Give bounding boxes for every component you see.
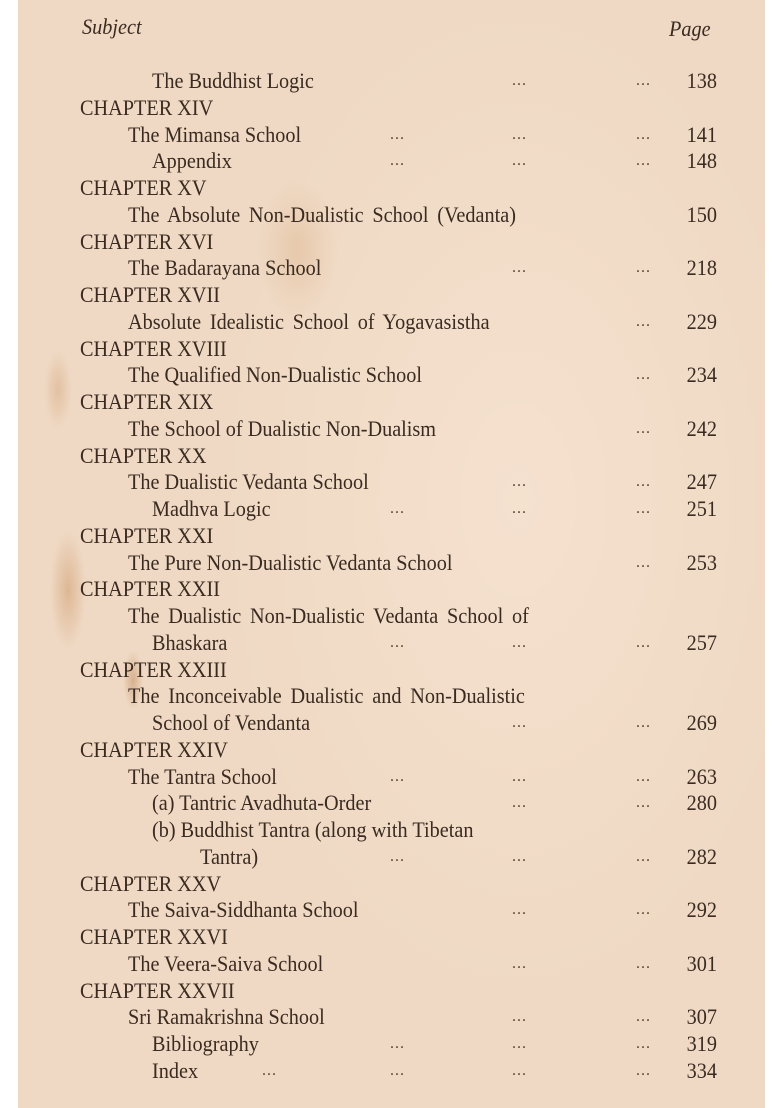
entry-title: The Inconceivable Dualistic and Non-Dualistic [128,683,525,708]
toc-chapter-heading [0,282,780,309]
leader-dots: ... [512,955,527,972]
page-number: 148 [686,148,717,173]
page-number: 280 [686,790,717,815]
leader-dots: ... [636,794,651,811]
toc-entry [0,362,780,389]
entry-title: Sri Ramakrishna School [128,1004,325,1029]
leader-dots: ... [636,420,651,437]
entry-title: Bhaskara [152,630,228,655]
toc-entry [0,603,780,630]
chapter-label: CHAPTER XVII [80,282,220,307]
chapter-label: CHAPTER XVIII [80,336,227,361]
entry-title: The Saiva-Siddhanta School [128,897,359,922]
page-number: 257 [686,630,717,655]
entry-title: Tantra) [200,844,259,869]
chapter-label: CHAPTER XXIII [80,657,227,682]
toc-entry [0,202,780,229]
toc-entry [0,630,780,657]
page-number: 301 [686,951,717,976]
page-number: 253 [686,550,717,575]
entry-title: (a) Tantric Avadhuta-Order [152,790,372,815]
page-number: 307 [686,1004,717,1029]
toc-entry [0,817,780,844]
leader-dots: ... [512,848,527,865]
page-number: 251 [686,496,717,521]
leader-dots: ... [512,714,527,731]
toc-entry [0,122,780,149]
leader-dots: ... [512,634,527,651]
leader-dots: ... [636,1035,651,1052]
toc-entry [0,790,780,817]
leader-dots: ... [512,72,527,89]
entry-title: The Dualistic Non-Dualistic Vedanta School of [128,603,529,628]
toc-chapter-heading [0,924,780,951]
leader-dots: ... [636,72,651,89]
toc-chapter-heading [0,657,780,684]
leader-dots: ... [390,1062,405,1079]
entry-title: The Qualified Non-Dualistic School [128,362,422,387]
page-number: 242 [686,416,717,441]
entry-title: (b) Buddhist Tantra (along with Tibetan [152,817,474,842]
toc-entry [0,1031,780,1058]
leader-dots: ... [512,152,527,169]
chapter-label: CHAPTER XXII [80,576,220,601]
toc-chapter-heading [0,95,780,122]
leader-dots: ... [390,126,405,143]
chapter-label: CHAPTER XVI [80,229,214,254]
leader-dots: ... [512,126,527,143]
page-number: 263 [686,764,717,789]
chapter-label: CHAPTER XIX [80,389,214,414]
leader-dots: ... [390,1035,405,1052]
entry-title: The Badarayana School [128,255,322,280]
leader-dots: ... [512,473,527,490]
leader-dots: ... [512,794,527,811]
subject-column-header: Subject [82,14,142,39]
toc-entry [0,683,780,710]
toc-chapter-heading [0,737,780,764]
page-number: 292 [686,897,717,922]
toc-entry [0,496,780,523]
leader-dots: ... [390,500,405,517]
leader-dots: ... [636,901,651,918]
toc-chapter-heading [0,978,780,1005]
toc-entry [0,1058,780,1085]
toc-chapter-heading [0,576,780,603]
page-number: 141 [686,122,717,147]
entry-title: The Absolute Non-Dualistic School (Vedanta) [128,202,516,227]
entry-title: The Buddhist Logic [152,68,314,93]
leader-dots: ... [636,714,651,731]
page-number: 282 [686,844,717,869]
page-number: 319 [686,1031,717,1056]
page-number: 334 [686,1058,717,1083]
leader-dots: ... [636,554,651,571]
toc-entry [0,897,780,924]
toc-chapter-heading [0,871,780,898]
page-number: 218 [686,255,717,280]
entry-title: The Pure Non-Dualistic Vedanta School [128,550,453,575]
toc-chapter-heading [0,175,780,202]
entry-title: The Tantra School [128,764,277,789]
page-number: 269 [686,710,717,735]
entry-title: Absolute Idealistic School of Yogavasistha [128,309,490,334]
leader-dots: ... [636,473,651,490]
toc-entry [0,951,780,978]
toc-entry [0,309,780,336]
leader-dots: ... [512,500,527,517]
toc-chapter-heading [0,229,780,256]
entry-title: Madhva Logic [152,496,271,521]
toc-entry [0,1004,780,1031]
toc-entry [0,469,780,496]
toc-chapter-heading [0,389,780,416]
leader-dots: ... [262,1062,277,1079]
leader-dots: ... [390,848,405,865]
chapter-label: CHAPTER XXIV [80,737,228,762]
entry-title: The Dualistic Vedanta School [128,469,369,494]
entry-title: Index [152,1058,199,1083]
toc-entry [0,255,780,282]
toc-chapter-heading [0,336,780,363]
chapter-label: CHAPTER XXVI [80,924,228,949]
leader-dots: ... [390,152,405,169]
toc-entry [0,710,780,737]
entry-title: School of Vendanta [152,710,311,735]
leader-dots: ... [636,1062,651,1079]
leader-dots: ... [636,768,651,785]
page-number: 247 [686,469,717,494]
chapter-label: CHAPTER XXI [80,523,214,548]
leader-dots: ... [512,901,527,918]
toc-chapter-heading [0,523,780,550]
chapter-label: CHAPTER XV [80,175,207,200]
entry-title: Bibliography [152,1031,259,1056]
leader-dots: ... [512,1062,527,1079]
leader-dots: ... [390,768,405,785]
entry-title: The School of Dualistic Non-Dualism [128,416,437,441]
toc-entry [0,416,780,443]
entry-title: The Veera-Saiva School [128,951,324,976]
leader-dots: ... [636,366,651,383]
leader-dots: ... [636,848,651,865]
leader-dots: ... [636,634,651,651]
page-number: 229 [686,309,717,334]
page-number: 138 [686,68,717,93]
leader-dots: ... [636,126,651,143]
chapter-label: CHAPTER XX [80,443,207,468]
toc-entry [0,148,780,175]
chapter-label: CHAPTER XXV [80,871,222,896]
leader-dots: ... [636,500,651,517]
leader-dots: ... [512,259,527,276]
entry-title: Appendix [152,148,232,173]
leader-dots: ... [636,955,651,972]
chapter-label: CHAPTER XIV [80,95,214,120]
toc-entry [0,764,780,791]
page-column-header: Page [669,16,711,41]
chapter-label: CHAPTER XXVII [80,978,235,1003]
leader-dots: ... [636,313,651,330]
toc-entry [0,68,780,95]
leader-dots: ... [512,1035,527,1052]
leader-dots: ... [636,152,651,169]
toc-entry [0,550,780,577]
toc-entry [0,844,780,871]
leader-dots: ... [390,634,405,651]
toc-chapter-heading [0,443,780,470]
leader-dots: ... [636,259,651,276]
leader-dots: ... [512,768,527,785]
leader-dots: ... [512,1008,527,1025]
leader-dots: ... [636,1008,651,1025]
entry-title: The Mimansa School [128,122,302,147]
page-number: 150 [686,202,717,227]
page-number: 234 [686,362,717,387]
